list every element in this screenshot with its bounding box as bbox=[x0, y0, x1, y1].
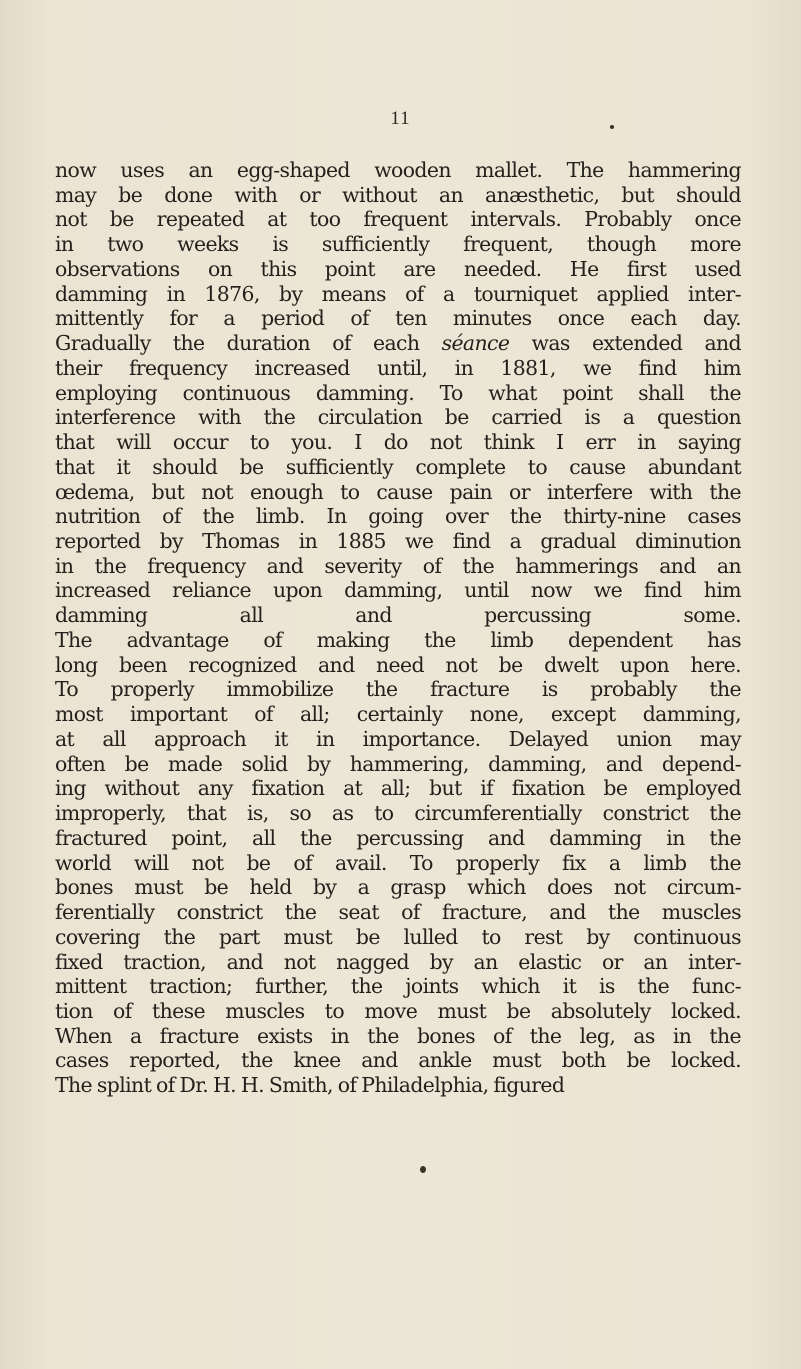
text-line: world will not be of avail. To properly fix a limb the bbox=[55, 850, 741, 875]
text-line: at all approach it in importance. Delayed union may bbox=[55, 726, 741, 751]
text-line: employing continuous damming. To what point shall the bbox=[55, 380, 741, 405]
text-line: may be done with or without an anæsthetic, but should bbox=[55, 182, 741, 207]
text-line: often be made solid by hammering, damming, and depend- bbox=[55, 751, 741, 776]
page-number: 11 bbox=[390, 108, 411, 129]
text-line: mittently for a period of ten minutes once each day. bbox=[55, 306, 741, 331]
text-line: covering the part must be lulled to rest by continuous bbox=[55, 924, 741, 949]
text-line: œdema, but not enough to cause pain or interfere with the bbox=[55, 479, 741, 504]
text-line: now uses an egg-shaped wooden mallet. The hammering bbox=[55, 158, 741, 182]
text-line: in two weeks is sufficiently frequent, though more bbox=[55, 232, 741, 257]
text-line: damming all and percussing some. bbox=[55, 603, 741, 628]
text-line: increased reliance upon damming, until now we find him bbox=[55, 578, 741, 603]
text-line: ferentially constrict the seat of fracture, and the muscles bbox=[55, 900, 741, 925]
text-line: their frequency increased until, in 1881, we find him bbox=[55, 355, 741, 380]
text-line: mittent traction; further, the joints which it is the func- bbox=[55, 974, 741, 999]
text-line: cases reported, the knee and ankle must both be locked. bbox=[55, 1048, 741, 1073]
text-line: The splint of Dr. H. H. Smith, of Philadelphia, figured bbox=[55, 1073, 565, 1098]
text-line: When a fracture exists in the bones of the leg, as in the bbox=[55, 1023, 741, 1048]
text-line bbox=[55, 331, 741, 356]
italic-term: séance bbox=[441, 331, 510, 356]
text-line: bones must be held by a grasp which does not circum- bbox=[55, 875, 741, 900]
text-line: that will occur to you. I do not think I err in saying bbox=[55, 430, 741, 455]
text-line: To properly immobilize the fracture is probably the bbox=[55, 677, 741, 702]
text-line: tion of these muscles to move must be absolutely locked. bbox=[55, 998, 741, 1023]
text-line: improperly, that is, so as to circumferentially constrict the bbox=[55, 801, 741, 826]
text-line: not be repeated at too frequent intervals. Probably once bbox=[55, 207, 741, 232]
text-line: long been recognized and need not be dwelt upon here. bbox=[55, 652, 741, 677]
text-line: fractured point, all the percussing and damming in the bbox=[55, 825, 741, 850]
text-segment: Gradually the duration of each bbox=[55, 331, 420, 356]
ink-speck bbox=[420, 1166, 426, 1173]
text-line: most important of all; certainly none, except damming, bbox=[55, 702, 741, 727]
text-line: nutrition of the limb. In going over the thirty-nine cases bbox=[55, 504, 741, 529]
text-line: interference with the circulation be carried is a question bbox=[55, 405, 741, 430]
text-line: observations on this point are needed. He first used bbox=[55, 256, 741, 281]
text-segment: was extended and bbox=[531, 331, 741, 356]
text-line: reported by Thomas in 1885 we find a gradual diminution bbox=[55, 529, 741, 554]
text-line: damming in 1876, by means of a tourniquet applied inter- bbox=[55, 281, 741, 306]
text-line: in the frequency and severity of the hammerings and an bbox=[55, 553, 741, 578]
text-line: fixed traction, and not nagged by an elastic or an inter- bbox=[55, 949, 741, 974]
text-line: ing without any fixation at all; but if fixation be employed bbox=[55, 776, 741, 801]
body-text bbox=[55, 158, 741, 1098]
text-line: The advantage of making the limb dependent has bbox=[55, 627, 741, 652]
text-line: that it should be sufficiently complete to cause abundant bbox=[55, 454, 741, 479]
